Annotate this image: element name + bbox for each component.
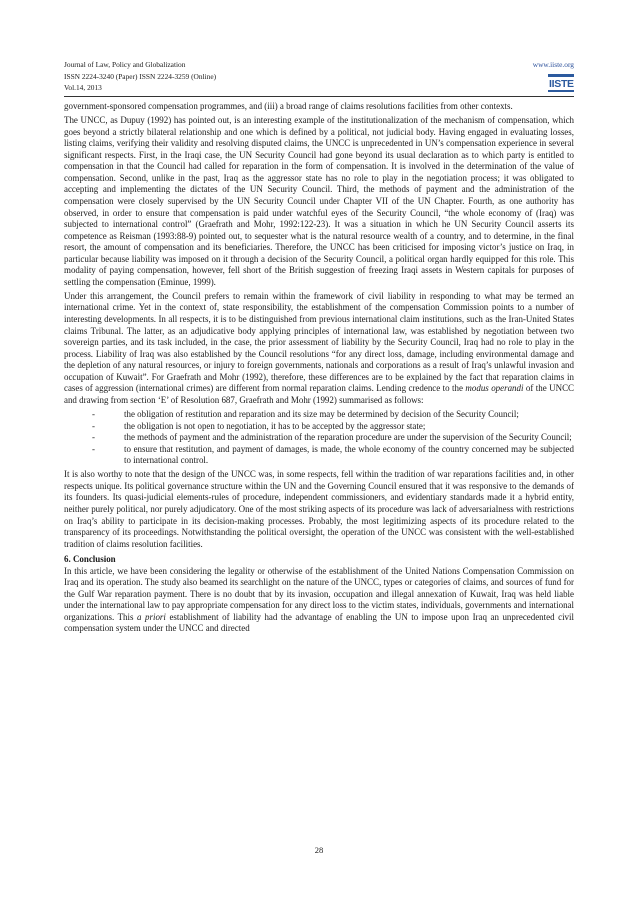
journal-title: Journal of Law, Policy and Globalization (64, 60, 186, 69)
header-left (64, 59, 216, 94)
list-item-text: the methods of payment and the administration of the reparation procedure are under the supervision of the Security Council; (124, 432, 572, 443)
list-dash: - (92, 409, 95, 419)
paragraph-3-text-b: of the UNCC and drawing from section ‘E’ of Resolution 687, Graefrath and Mohr (1992) summarised as follows: (64, 383, 574, 405)
iiste-logo (548, 74, 574, 96)
logo-top-bar (548, 74, 574, 77)
journal-url-link[interactable]: www.iiste.org (532, 60, 574, 69)
list-dash: - (92, 420, 95, 431)
paragraph-3-italic: modus operandi (465, 383, 524, 394)
list-item-text: the obligation is not open to negotiation, it has to be accepted by the aggressor state; (124, 420, 426, 431)
paragraph-5 (64, 566, 574, 635)
paragraph-3-text-a: Under this arrangement, the Council prefers to remain within the framework of civil liability in responding to what may be termed an international crime. Yet in the context of, state responsibility, the establishment of the compensation Commission points to a number of interesting developments. In all respects, it is to be distinguished from previous international claim institutions, such as the Iran-United States claims Tribunal. The latter, as an adjudicative body applying principles of international law, was established by negotiation between two sovereign parties, and its task included, in the case, the prior assessment of liability by the Security Council, Iraq had no role to play in the process. Liability of Iraq was also established by the Council resolutions “for any direct loss, damage, including environmental damage and the depletion of any natural resources, or injury to foreign governments, nationals and corporations as a result of Iraq’s unlawful invasion and occupation of Kuwait”. For Graefrath and Mohr (1992), therefore, these differences are to be explained by the fact that reparation claims in cases of aggression (international crimes) are different from normal reparation claims. Lending credence to the (64, 290, 574, 394)
list-dash: - (92, 443, 95, 454)
logo-text: IISTE (549, 77, 574, 90)
paragraph-5-text-a: In this article, we have been considering the legality or otherwise of the establishment of the United Nations Compensation Commission on Iraq and its operation. The study also beamed its searchlight on the nature of the UNCC, types or categories of claims, and sources of fund for the Gulf War reparation payment. There is no doubt that by its invasion, occupation and illegal annexation of Kuwait, Iraq was held liable under the international law to pay appropriate compensation for any direct loss to the victim states, individuals, governments and international organizations. This (64, 565, 574, 622)
list-dash: - (92, 432, 95, 443)
list-item (64, 421, 574, 433)
header-rule (64, 96, 574, 97)
volume-line: Vol.14, 2013 (64, 83, 102, 93)
paragraph-3 (64, 291, 574, 406)
paragraph-5-italic: a priori (137, 611, 166, 622)
article-body (64, 101, 574, 638)
paragraph-5-text-b: establishment of liability had the advantage of enabling the UN to impose upon Iraq an unprecedented civil compensation system under the UNCC and directed (64, 611, 574, 634)
logo-bottom-bar (548, 90, 574, 92)
list-item-text: the obligation of restitution and reparation and its size may be determined by decision of the Security Council; (124, 409, 519, 419)
page-header (64, 59, 574, 99)
list-item (64, 409, 574, 421)
paragraph-1: government-sponsored compensation programmes, and (iii) a broad range of claims resolutions facilities from other contexts. (64, 101, 513, 111)
issn-line: ISSN 2224-3240 (Paper) ISSN 2224-3259 (Online) (64, 71, 217, 81)
header-right (533, 59, 574, 99)
page-number: 28 (314, 845, 324, 855)
summary-list (64, 409, 574, 467)
paragraph-2: The UNCC, as Dupuy (1992) has pointed out, is an interesting example of the institutionalization of the mechanism of compensation, which goes beyond a strictly bilateral relationship and one which is defined by a political, not judicial body. Having engaged in evaluating losses, listing claims, verifying their validity and resolving disputed claims, the UNCC is unprecedented in UN’s compensation experience in several significant respects. First, in the Iraqi case, the UN Security Council had gone beyond its usual declaration as to which party is entitled to compensation in that the Council had called for reparation in the form of compensation. It is involved in the determination of the value of compensation. Second, unlike in the past, Iraq as the aggressor state has no role to play in the negotiation process; it was obligated to accepting and implementing the dictates of the UN Security Council. Third, the methods of payment and the administration of the compensation were closely supervised by the UN Security Council under Chapter VII of the UN Chapter. Fourth, as one authority has observed, in order to ensure that compensation is paid under watchful eyes of the Security Council, “the whole economy of (Iraq) was subjected to international control” (Graefrath and Mohr, 1992:122-23). It was a situation in which he UN Security Council asserts its competence as Reisman (1993:88-9) pointed out, to sequester what is the natural resource wealth of a country, and to determine, in the final resort, the amount of compensation and its beneficiaries. Therefore, the UNCC has been criticised for imposing victor’s justice on Iraq, in particular because liability was imposed on it through a decision of the Security Council, a political organ hardly equipped for this role. This modality of paying compensation, however, fell short of the British suggestion of freezing Iraqi assets in Western capitals for purposes of settling the compensation (Eminue, 1999). (64, 115, 574, 287)
section-heading-conclusion: 6. Conclusion (64, 554, 116, 565)
paragraph-4: It is also worthy to note that the design of the UNCC was, in some respects, fell within the tradition of war reparations facilities and, in other respects unique. Its political governance structure within the UN and the Governing Council ensured that it was responsive to the demands of its founders. Its quasi-judicial elements-rules of procedure, independent commissioners, and evidentiary standards made it a hybrid entity, neither purely political, nor purely adjudicatory. One of the most striking aspects of its procedure was lack of adversarialness with restrictions on Iraq’s ability to participate in its decision-making processes. Probably, the most legitimizing aspects of its procedure related to the transparency of its proceedings. Notwithstanding the political oversight, the operation of the UNCC was consistent with the well-established tradition of claims resolution facilities. (64, 469, 574, 549)
list-item (64, 444, 574, 467)
list-item (64, 432, 574, 444)
list-item-text: to ensure that restitution, and payment of damages, is made, the whole economy of the country concerned may be subjected to international control. (124, 443, 574, 466)
